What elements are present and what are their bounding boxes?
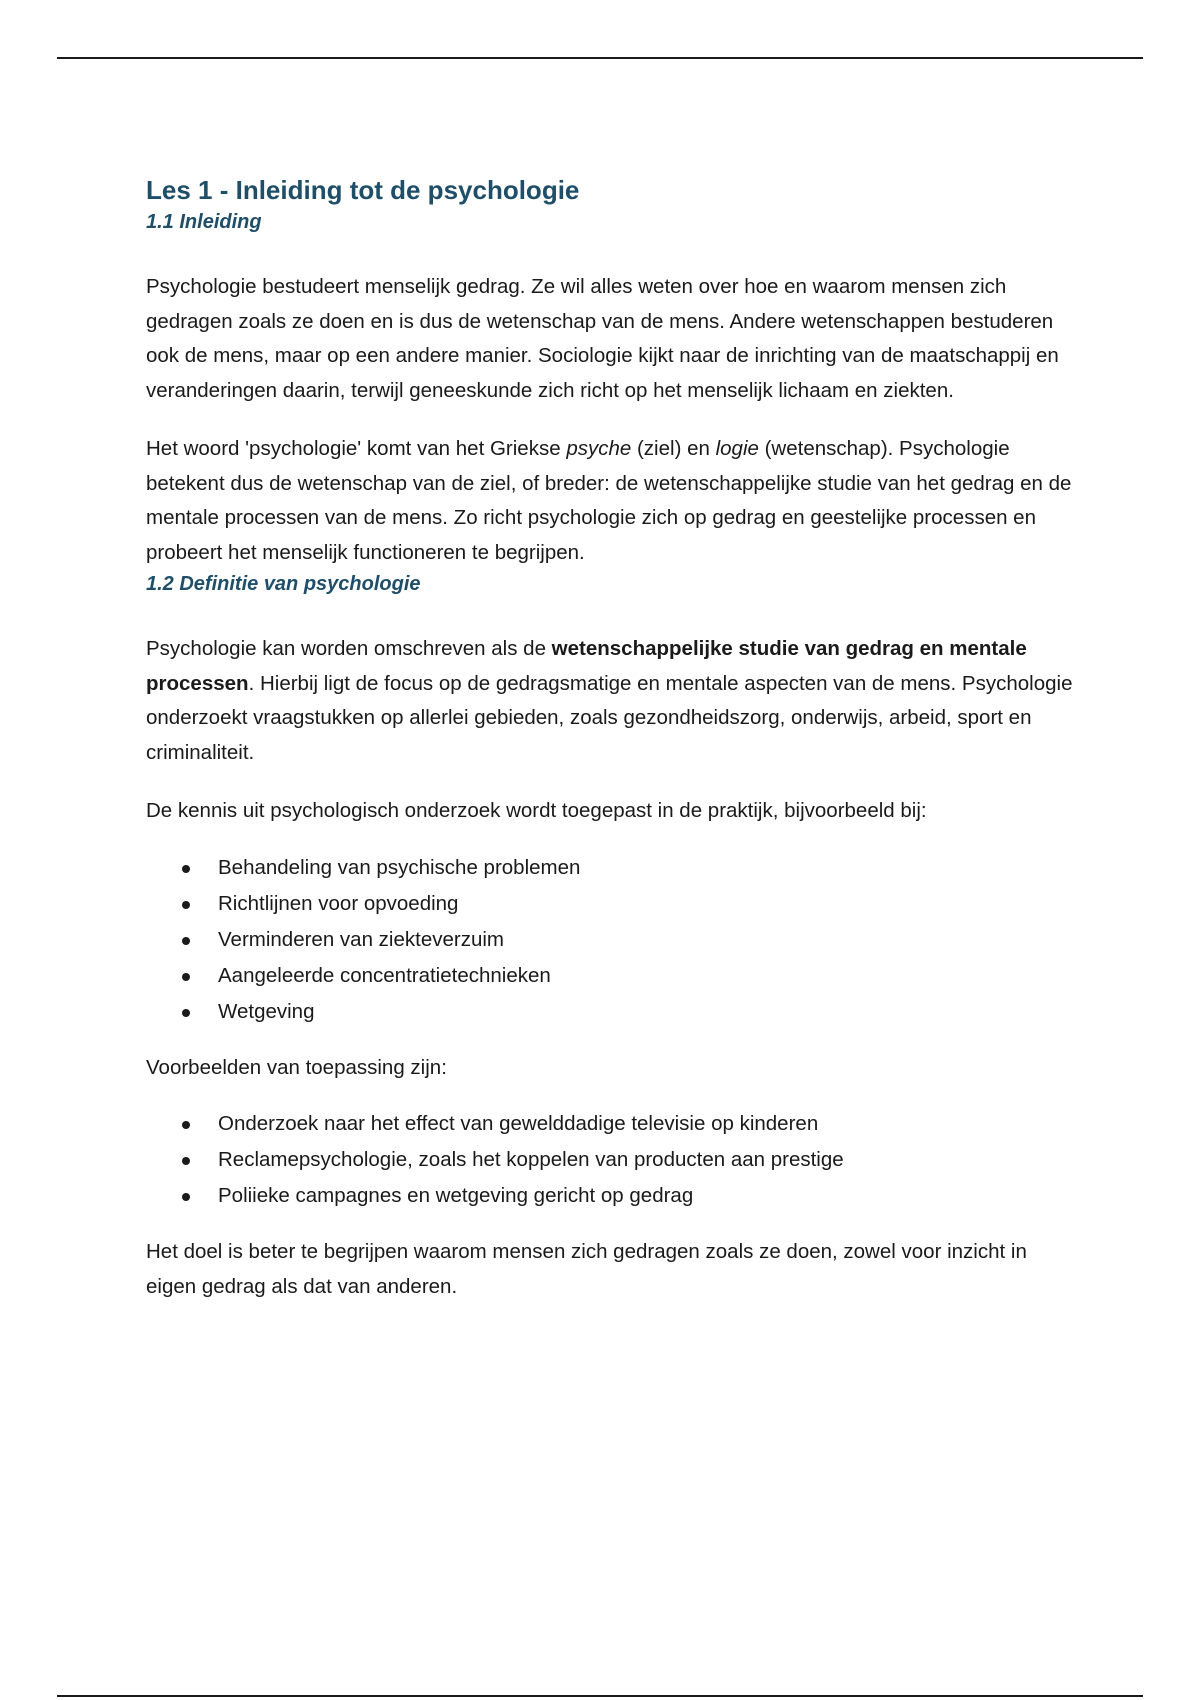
bottom-rule: [57, 1695, 1143, 1697]
top-rule: [57, 57, 1143, 59]
bullet-icon: [182, 865, 190, 873]
bullet-list-examples: [146, 1106, 1076, 1214]
bold-definition: wetenschappelijke studie van gedrag en mentale processen: [146, 637, 1027, 695]
bullet-icon: [182, 901, 190, 909]
text-run: Het woord 'psychologie' komt van het Griekse: [146, 437, 567, 460]
italic-term: psyche: [566, 437, 632, 460]
paragraph: [146, 432, 1076, 570]
list-item-text: Richtlijnen voor opvoeding: [218, 891, 459, 915]
text-run: . Hierbij ligt de focus op de gedragsmatige en mentale aspecten van de mens. Psychologie onderzoekt vraagstukken op allerlei gebieden, zoals gezondheidszorg, onderwijs, arbeid, sport en criminaliteit.: [146, 671, 1073, 764]
text-run: Psychologie kan worden omschreven als de: [146, 637, 552, 660]
bullet-icon: [182, 1157, 190, 1165]
list-item: [218, 1142, 1076, 1178]
bullet-list-applications: [146, 850, 1076, 1030]
text-run: (wetenschap). Psychologie betekent dus de wetenschap van de ziel, of breder: de wetenschappelijke studie van het gedrag en de mentale processen van de mens. Zo richt psychologie zich op gedrag en geestelijke processen en probeert het menselijk functioneren te begrijpen.: [146, 437, 1072, 564]
paragraph: Voorbeelden van toepassing zijn:: [146, 1055, 447, 1079]
list-item-text: Onderzoek naar het effect van gewelddadige televisie op kinderen: [218, 1112, 819, 1135]
list-item-text: Behandeling van psychische problemen: [218, 855, 581, 879]
list-item: [218, 1106, 1076, 1142]
list-item: [218, 922, 1076, 958]
list-item: [218, 850, 1076, 886]
bullet-icon: [182, 937, 190, 945]
list-item-text: Verminderen van ziekteverzuim: [218, 927, 504, 951]
list-item-text: Wetgeving: [218, 999, 315, 1023]
document-body: [146, 172, 1076, 1304]
list-item: [218, 886, 1076, 922]
text-run: (ziel) en: [631, 437, 716, 460]
list-item-text: Aangeleerde concentratietechnieken: [218, 963, 551, 987]
italic-term: logie: [715, 437, 759, 460]
paragraph: Het doel is beter te begrijpen waarom mensen zich gedragen zoals ze doen, zowel voor inzicht in eigen gedrag als dat van anderen.: [146, 1240, 1027, 1298]
paragraph: De kennis uit psychologisch onderzoek wordt toegepast in de praktijk, bijvoorbeeld bij:: [146, 799, 927, 822]
list-item: [218, 1178, 1076, 1214]
bullet-icon: [182, 1009, 190, 1017]
bullet-icon: [182, 1121, 190, 1129]
bullet-icon: [182, 973, 190, 981]
paragraph: Psychologie bestudeert menselijk gedrag. Ze wil alles weten over hoe en waarom mensen zich gedragen zoals ze doen en is dus de wetenschap van de mens. Andere wetenschappen bestuderen ook de mens, maar op een andere manier. Sociologie kijkt naar de inrichting van de maatschappij en veranderingen daarin, terwijl geneeskunde zich richt op het menselijk lichaam en ziekten.: [146, 275, 1059, 402]
list-item-text: Poliieke campagnes en wetgeving gericht op gedrag: [218, 1184, 694, 1207]
bullet-icon: [182, 1193, 190, 1201]
lesson-title: Les 1 - Inleiding tot de psychologie: [146, 175, 580, 205]
list-item: [218, 994, 1076, 1030]
section-heading-inleiding: 1.1 Inleiding: [146, 211, 262, 233]
list-item: [218, 958, 1076, 994]
list-item-text: Reclamepsychologie, zoals het koppelen van producten aan prestige: [218, 1148, 844, 1171]
paragraph: [146, 632, 1076, 770]
section-heading-definitie: 1.2 Definitie van psychologie: [146, 573, 421, 595]
